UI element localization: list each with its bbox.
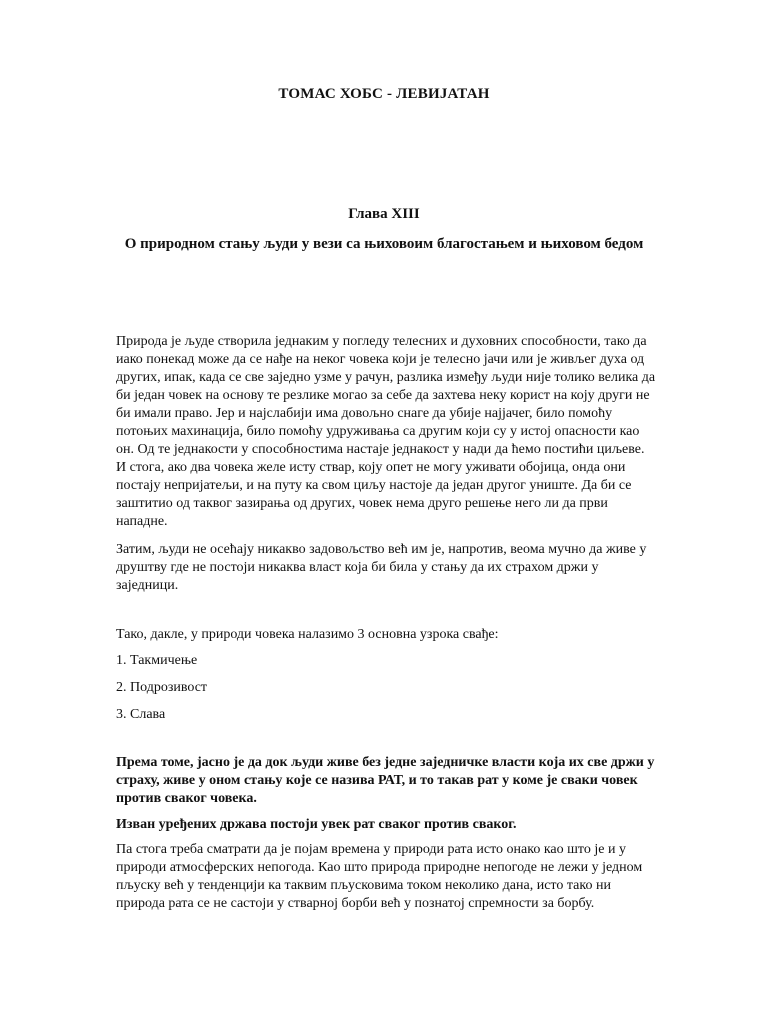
paragraph-nature-of-war: Па стога треба сматрати да је појам времена у природи рата исто онако као што је и у природи атмосферских непогода. Као што природа природне непогоде не лежи у једном пљуску већ у тенденцији ка таквим пљусковима током неколико дана, исто тако ни природа рата се не састоји у стварној борби већ у познатој спремности за борбу.	[116, 842, 643, 911]
chapter-subtitle: О природном стању људи у вези са њиховоим благостањем и њиховом бедом	[124, 236, 644, 252]
document-title: ТОМАС ХОБС - ЛЕВИЈАТАН	[278, 86, 490, 102]
paragraph-equality: Природа је људе створила једнаким у погледу телесних и духовних способности, тако да иако понекад може да се нађе на неког човека који је телесно јачи или је живљег духа од других, ипак, када се све заједно узме у рачун, разлика између људи није толико велика да би један човек на основу те резлике могао за себе да захтева неку корист на коју други не би имали право. Јер и најслабији има довољно снаге да убије најјачег, било помоћу потоњих махинација, било помоћу удруживања са другим који су у истој опасности као он. Од те једнакости у способностима настаје једнакост у нади да ћемо постићи циљеве. И стога, ако два човека желе исту ствар, коју опет не могу уживати обојица, онда они постају непријатељи, и на путу ка свом циљу настоје да један другог униште. Да би се заштитио од таквог зазирања од других, човек нема друго решење него ли да први нападне.	[116, 334, 656, 529]
paragraph-causes-intro: Тако, дакле, у природи човека налазимо 3 основна узрока свађе:	[116, 627, 499, 642]
paragraph-state-of-war: Према томе, јасно је да док људи живе без једне заједничке власти која их све држи у страху, живе у оном стању које се назива РАТ, и то такав рат у коме је сваки човек против сваког човека.	[116, 755, 655, 806]
paragraph-war-of-all: Изван уређених држава постоји увек рат сваког против сваког.	[116, 817, 517, 832]
list-item-diffidence: 2. Подрозивост	[116, 680, 208, 695]
list-item-competition: 1. Такмичење	[116, 653, 198, 668]
list-item-glory: 3. Слава	[116, 707, 166, 722]
chapter-heading: Глава XIII	[348, 206, 420, 222]
paragraph-no-pleasure: Затим, људи не осећају никакво задовољство већ им је, напротив, веома мучно да живе у друштву где не постоји никаква власт која би била у стању да их страхом држи у заједници.	[116, 542, 647, 593]
